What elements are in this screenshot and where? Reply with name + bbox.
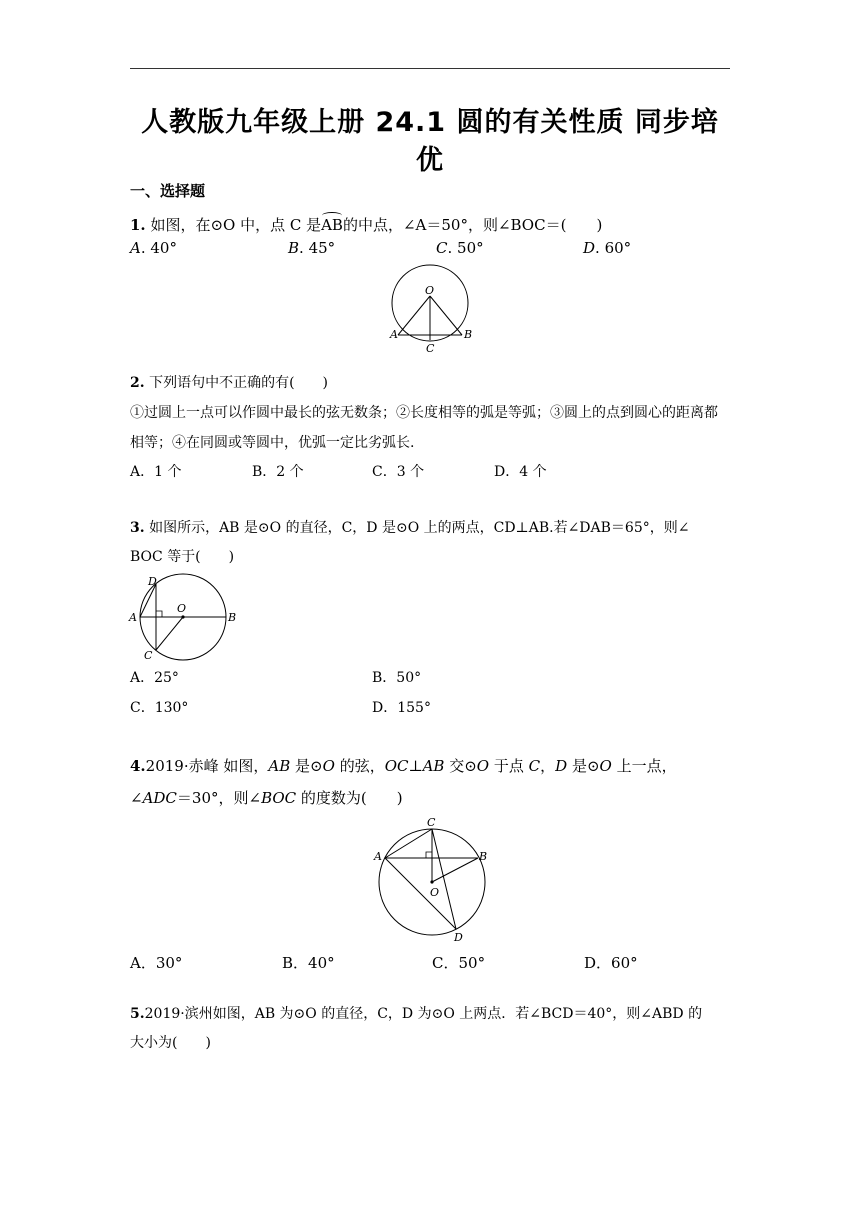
q4-option-b: B．40° <box>282 954 335 972</box>
question-3-line-1: 3. 如图所示，AB 是⊙O 的直径，C，D 是⊙O 上的两点，CD⊥AB.若∠DAB＝65°，则∠ <box>130 520 690 536</box>
q4-label-b: B <box>479 850 488 863</box>
q3-label-d: D <box>148 575 157 588</box>
page-title <box>130 104 730 180</box>
question-5-line-1: 5.2019·滨州如图，AB 为⊙O 的直径，C，D 为⊙O 上两点．若∠BCD＝40°，则∠ABD 的 <box>130 1006 703 1022</box>
q1-label-a: A <box>390 328 398 341</box>
q3-label-o: O <box>177 602 187 615</box>
q3-label-a: A <box>129 611 137 624</box>
question-1-number: 1. <box>130 216 146 234</box>
title-line-1: 人教版九年级上册 24.1 圆的有关性质 同步培 <box>141 107 719 138</box>
q4-label-d: D <box>454 931 463 944</box>
q3-label-c: C <box>144 649 153 662</box>
question-4-source: 2019·赤峰 <box>145 757 219 775</box>
question-1-text-a: 如图，在⊙O 中，点 C 是 <box>145 216 322 234</box>
q3-option-d: D．155° <box>372 700 431 716</box>
question-1-arc-ab: AB <box>321 216 343 234</box>
question-5-line-2: 大小为( ) <box>130 1035 211 1051</box>
question-4-line-1: 4.2019·赤峰 如图，AB 是⊙O 的弦，OC⊥AB 交⊙O 于点 C，D 是⊙O 上一点， <box>130 757 677 775</box>
q3-label-b: B <box>228 611 237 624</box>
q4-label-o: O <box>430 886 440 899</box>
question-1 <box>130 214 602 236</box>
q2-option-b: B．2 个 <box>252 464 304 480</box>
q4-option-c: C．50° <box>432 954 486 972</box>
q1-option-d: D. 60° <box>583 239 632 257</box>
q1-label-o: O <box>425 284 435 297</box>
q2-option-a: A．1 个 <box>130 464 182 480</box>
q2-option-c: C．3 个 <box>372 464 425 480</box>
q2-option-d: D．4 个 <box>494 464 547 480</box>
q1-option-b: B. 45° <box>288 239 336 257</box>
question-3-line-2: BOC 等于( ) <box>130 549 235 565</box>
q4-label-c: C <box>427 816 436 829</box>
q4-option-d: D．60° <box>584 954 638 972</box>
title-line-2: 优 <box>416 145 444 176</box>
question-1-text-b: 的中点，∠A＝50°，则∠BOC＝( ) <box>342 216 603 234</box>
question-2: 2. 下列语句中不正确的有( ) <box>130 375 328 391</box>
q4-option-a: A．30° <box>130 954 183 972</box>
q3-option-c: C．130° <box>130 700 189 716</box>
q1-label-b: B <box>464 328 473 341</box>
q3-option-a: A．25° <box>130 670 179 686</box>
q1-option-c: C. 50° <box>436 239 484 257</box>
q3-option-b: B．50° <box>372 670 422 686</box>
q1-label-c: C <box>426 342 435 355</box>
q4-label-a: A <box>374 850 382 863</box>
q1-figure <box>380 258 480 358</box>
question-2-body: ①过圆上一点可以作圆中最长的弦无数条；②长度相等的弧是等弧；③圆上的点到圆心的距离都相等；④在同圆或等圆中，优弧一定比劣弧长. <box>130 405 718 451</box>
q4-figure <box>368 814 500 946</box>
section-heading: 一、选择题 <box>130 182 206 200</box>
header-rule <box>130 68 730 69</box>
question-4-line-2: ∠ADC＝30°，则∠BOC 的度数为( ) <box>130 789 403 807</box>
q3-figure <box>124 570 240 662</box>
q1-option-a: A. 40° <box>130 239 177 257</box>
